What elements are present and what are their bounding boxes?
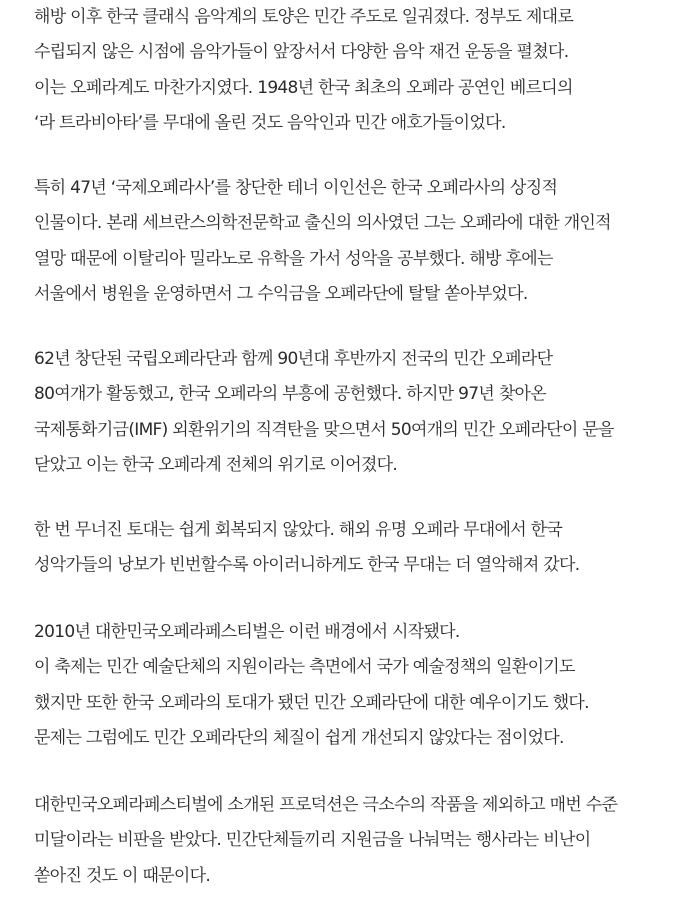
text-line: 한 번 무너진 토대는 쉽게 회복되지 않았다. 해외 유명 오페라 무대에서 한국 [34,520,563,540]
text-line: 특히 47년 ‘국제오페라사’를 창단한 테너 이인선은 한국 오페라사의 상징적 [34,178,558,198]
text-line: 미달이라는 비판을 받았다. 민간단체들끼리 지원금을 나눠먹는 행사라는 비난이 [34,830,591,851]
text-line: 닫았고 이는 한국 오페라계 전체의 위기로 이어졌다. [34,454,398,475]
text-line: 했지만 또한 한국 오페라의 토대가 됐던 민간 오페라단에 대한 예우이기도 했다. [34,692,589,713]
paragraph [34,0,700,141]
text-line: 국제통화기금(IMF) 외환위기의 직격탄을 맞으면서 50여개의 민간 오페라단이 문을 [34,419,614,440]
paragraph [34,171,700,312]
text-line: 성악가들의 낭보가 빈번할수록 아이러니하게도 한국 무대는 더 열악해져 갔다. [34,555,580,576]
text-line: 2010년 대한민국오페라페스티벌은 이런 배경에서 시작됐다. [34,622,460,642]
text-line: 열망 때문에 이탈리아 밀라노로 유학을 가서 성악을 공부했다. 해방 후에는 [34,248,553,269]
text-line: 80여개가 활동했고, 한국 오페라의 부흥에 공헌했다. 하지만 97년 찾아온 [34,384,546,405]
paragraph [34,513,700,584]
text-line: 인물이다. 본래 세브란스의학전문학교 출신의 의사였던 그는 오페라에 대한 개인적 [34,213,611,234]
text-line: 이 축제는 민간 예술단체의 지원이라는 측면에서 국가 예술정책의 일환이기도 [34,657,575,678]
text-line: 수립되지 않은 시점에 음악가들이 앞장서서 다양한 음악 재건 운동을 펼쳤다. [34,42,569,63]
text-line: 대한민국오페라페스티벌에 소개된 프로덕션은 극소수의 작품을 제외하고 매번 수준 [34,795,618,815]
text-line: 쏟아진 것도 이 때문이다. [34,865,211,886]
paragraph [34,788,700,894]
text-line: 62년 창단된 국립오페라단과 함께 90년대 후반까지 전국의 민간 오페라단 [34,349,553,369]
text-line: 서울에서 병원을 운영하면서 그 수익금을 오페라단에 탈탈 쏟아부었다. [34,283,528,304]
text-line: ‘라 트라비아타’를 무대에 올린 것도 음악인과 민간 애호가들이었다. [34,112,506,133]
paragraph [34,342,700,483]
paragraph [34,615,700,756]
text-line: 이는 오페라계도 마찬가지였다. 1948년 한국 최초의 오페라 공연인 베르디의 [34,77,573,98]
text-line: 문제는 그럼에도 민간 오페라단의 체질이 쉽게 개선되지 않았다는 점이었다. [34,727,564,748]
text-line: 해방 이후 한국 클래식 음악계의 토양은 민간 주도로 일궈졌다. 정부도 제대로 [34,7,574,27]
